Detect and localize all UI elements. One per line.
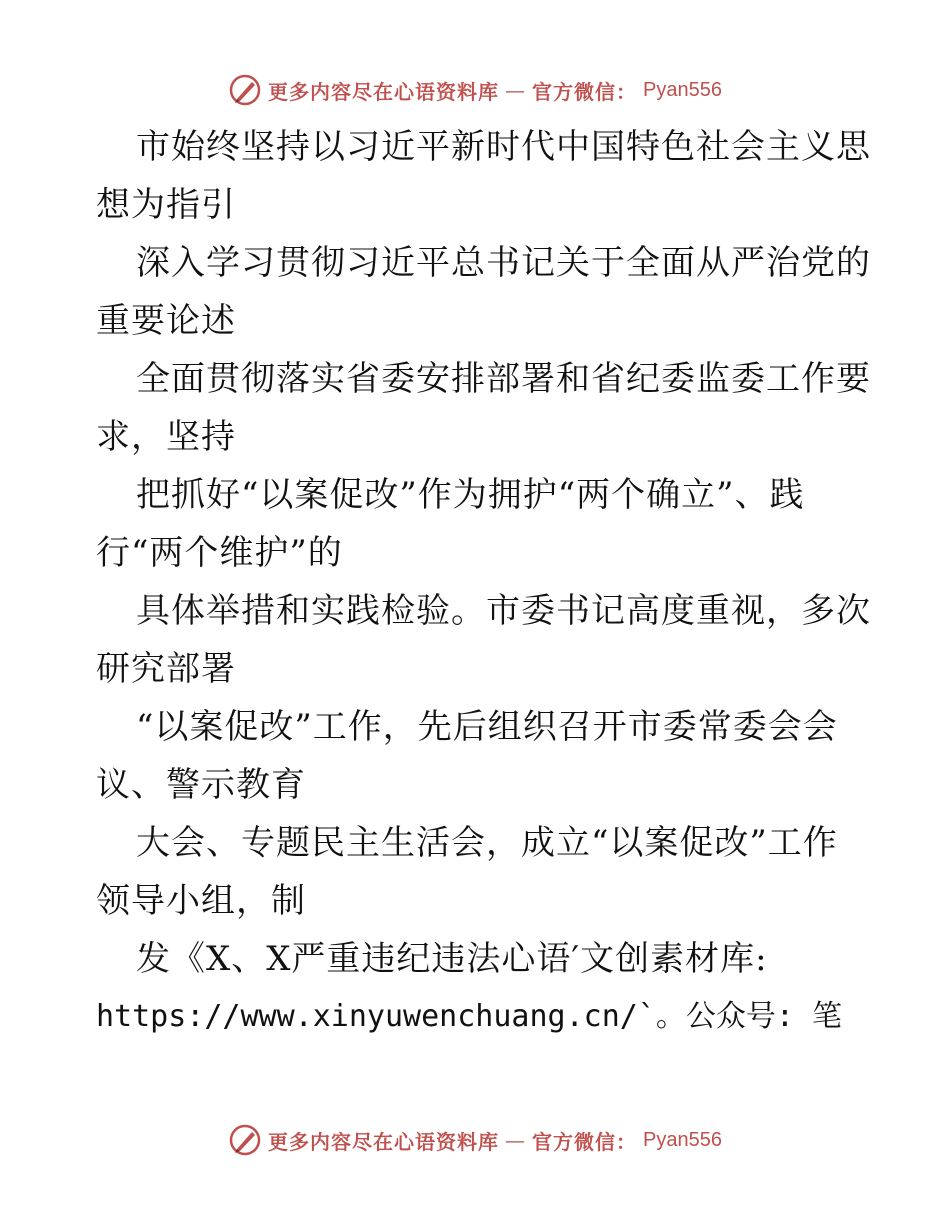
body-line: 把抓好“以案促改”作为拥护“两个确立”、践 — [136, 475, 805, 515]
banner-brand-text: 更多内容尽在心语资料库 — [268, 1129, 500, 1154]
body-line: 具体举措和实践检验。市委书记高度重视，多次 — [136, 591, 871, 631]
body-line: 想为指引 — [96, 185, 236, 225]
body-line: 发《X、X严重违纪违法心语′文创素材库: — [136, 939, 768, 979]
body-line: 行“两个维护”的 — [96, 533, 343, 573]
quill-pen-icon — [228, 1123, 262, 1157]
body-line: 领导小组，制 — [96, 881, 306, 921]
header-watermark-banner — [0, 70, 950, 110]
body-line: 市始终坚持以习近平新时代中国特色社会主义思 — [136, 127, 871, 167]
banner-separator: — — [505, 78, 527, 102]
body-line-url: https://www.xinyuwenchuang.cn/`。公众号: 笔 — [96, 999, 843, 1034]
banner-wechat-id: Pyan556 — [643, 78, 722, 101]
footer-watermark-banner — [0, 1120, 950, 1160]
body-line: 深入学习贯彻习近平总书记关于全面从严治党的 — [136, 243, 871, 283]
body-line: 重要论述 — [96, 301, 236, 341]
banner-wechat-label: 官方微信： — [532, 1129, 638, 1154]
banner-separator: — — [505, 1128, 527, 1152]
banner-wechat-label: 官方微信： — [532, 79, 638, 104]
body-line: 大会、专题民主生活会，成立“以案促改”工作 — [136, 823, 838, 863]
quill-pen-icon — [228, 73, 262, 107]
body-line: 求，坚持 — [96, 417, 236, 457]
banner-brand-text: 更多内容尽在心语资料库 — [268, 79, 500, 104]
body-line: 全面贯彻落实省委安排部署和省纪委监委工作要 — [136, 359, 871, 399]
body-line: “以案促改”工作，先后组织召开市委常委会会 — [136, 707, 838, 747]
document-body — [96, 118, 871, 1046]
banner-wechat-id: Pyan556 — [643, 1128, 722, 1151]
body-line: 议、警示教育 — [96, 765, 306, 805]
body-line: 研究部署 — [96, 649, 236, 689]
